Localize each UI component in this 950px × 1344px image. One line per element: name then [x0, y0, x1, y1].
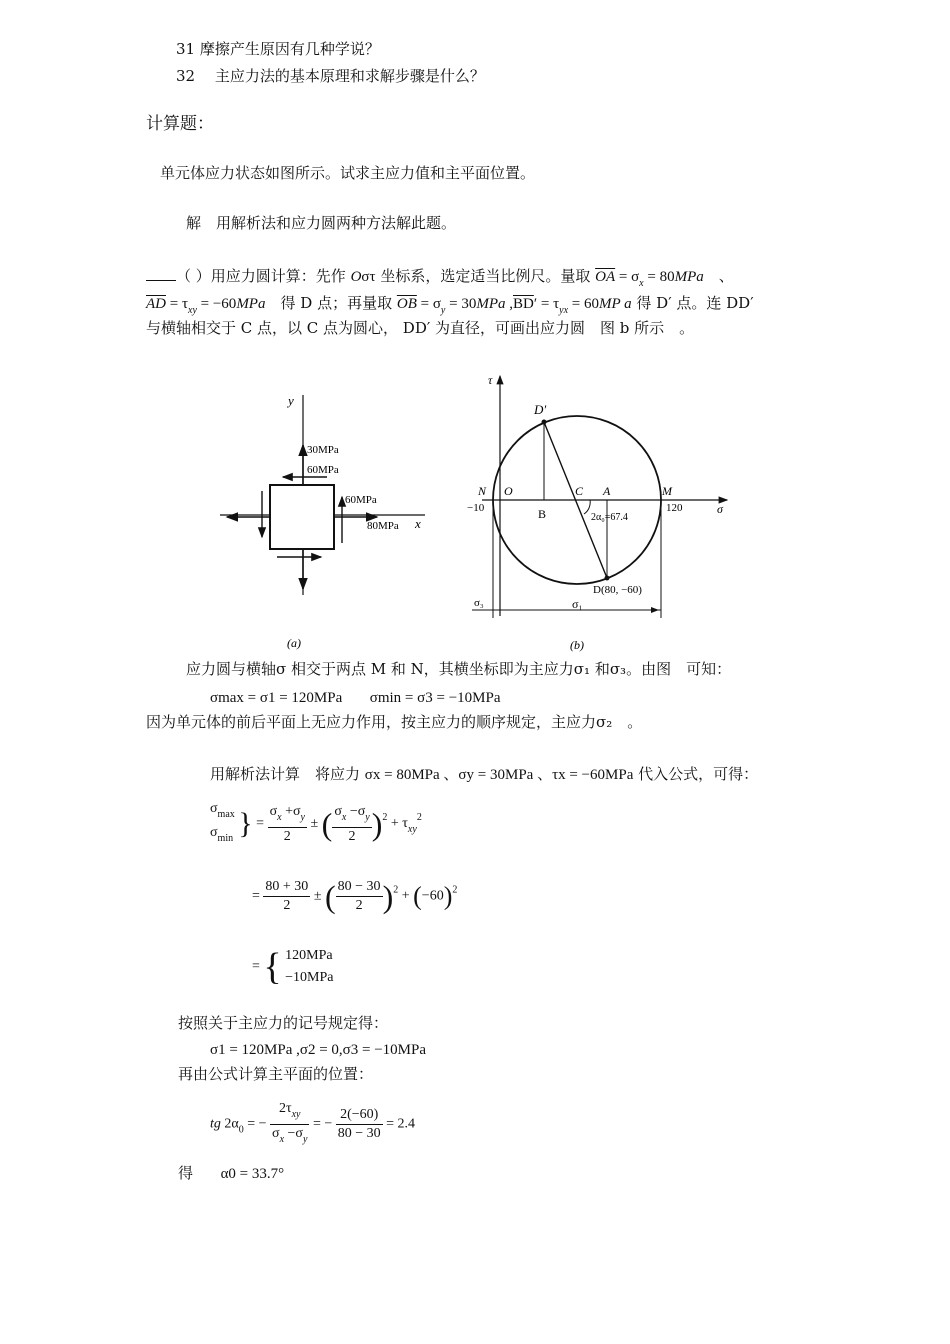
circle-method-line2: $\overline{AD} = \tau_{xy} = -60MPa$ 得 D 点；再量取 $\overline{OB} = \sigma_y = 30MPa$ $,\overline{BD}' = \tau_{yx} = 60MP$ a 得 D′ 点。连 DD′ — [146, 294, 754, 316]
formula-substituted: = $\frac{80 + 30}{2}$ ± ( $\frac{80 - 30}{2}$ )$^2 + (-60)^2$ — [252, 878, 458, 915]
formula-tangent: tg $2\alpha_0$ = − $\frac{2\tau_{xy}}{\sigma_x -\sigma_y}$ = − $\frac{2(-60)}{80 - 30}$ = 2.4 — [210, 1101, 416, 1145]
label-d-prime: D′ — [534, 402, 547, 417]
label-angle: 2α₀=67.4 — [591, 512, 628, 523]
text-run: 用解析法计算 将应力 — [210, 765, 361, 783]
label-n: N — [478, 484, 487, 498]
label-o: O — [504, 484, 513, 498]
figure-b-caption: (b) — [570, 638, 584, 652]
figure-a-stress-element — [215, 385, 440, 650]
question-31 — [176, 39, 380, 59]
circle-method-line1: （ ）用应力圆计算：先作 Oστ 坐标系，选定适当比例尺。量取 $\overline{OA} = \sigma_x = 80MPa$ 、 — [146, 266, 734, 294]
question-text: 摩擦产生原因有几种学说？ — [199, 40, 380, 58]
x-label: x — [415, 516, 421, 531]
label-m: M — [662, 484, 672, 498]
text-run: 代入公式，可得： — [638, 765, 759, 783]
alpha0-value: α0 = 33.7° — [220, 1166, 285, 1182]
element-square — [270, 485, 334, 549]
plane-line: 再由公式计算主平面的位置： — [178, 1065, 374, 1083]
label-d: D(80, −60) — [593, 584, 642, 596]
principal-stresses: σ1 = 120MPa ,σ2 = 0,σ3 = −10MPa — [210, 1042, 427, 1058]
label-60mpa-right: 60MPa — [345, 494, 377, 506]
sigma-max: σmax = σ1 = 120MPa — [210, 690, 343, 706]
label-80mpa: 80MPa — [367, 520, 399, 532]
figure-b-mohr-circle — [462, 368, 742, 653]
sigma-min: σmin = σ3 = −10MPa — [369, 690, 501, 706]
question-text: 主应力法的基本原理和求解步骤是什么？ — [214, 67, 485, 85]
result-min: −10MPa — [285, 970, 334, 985]
label-30mpa: 30MPa — [307, 444, 339, 456]
sigma-max-min — [210, 688, 501, 708]
circle-result-line3: 因为单元体的前后平面上无应力作用，按主应力的顺序规定，主应力σ₂ 。 — [146, 713, 643, 731]
tau-label: τ — [488, 373, 493, 387]
stress-values: σx = 80MPa 、σy = 30MPa 、τx = −60MPa — [364, 767, 634, 783]
text-run: 坐标系，选定适当比例尺。量取 — [380, 267, 591, 285]
label-a: A — [603, 484, 611, 498]
text-run: （ ）用应力圆计算：先作 — [176, 267, 346, 285]
label-sigma3: σ₃ — [474, 597, 484, 609]
formula-result: = { 120MPa −10MPa — [252, 946, 334, 988]
text-run: 得 — [178, 1164, 194, 1182]
question-number: 31 — [176, 40, 196, 58]
label-c: C — [575, 484, 584, 498]
figure-a-caption: (a) — [287, 636, 301, 650]
problem-statement: 单元体应力状态如图所示。试求主应力值和主平面位置。 — [160, 164, 536, 182]
text-run: 得 D′ 点。连 DD′ — [636, 294, 754, 312]
label-minus-10: −10 — [467, 502, 485, 514]
result-max: 120MPa — [285, 948, 333, 963]
formula-general: $\sigma_{max}$ $\sigma_{min}$ } = $\frac{\sigma_x +\sigma_y}{2}$ ± ( $\frac{\sigma_x -\sigma_y}{2}$ )$^2 + \tau_{xy}^2$ — [210, 801, 422, 844]
text-run: 得 D 点；再量取 — [280, 294, 393, 312]
solution-intro: 解 用解析法和应力圆两种方法解此题。 — [186, 214, 457, 232]
label-120: 120 — [666, 502, 683, 514]
section-title: 计算题： — [146, 114, 214, 134]
circle-method-line3: 与横轴相交于 C 点，以 C 点为圆心， DD′ 为直径，可画出应力圆 图 b 所示 。 — [146, 319, 695, 337]
rule-line: 按照关于主应力的记号规定得： — [178, 1014, 389, 1032]
sigma-label: σ — [717, 502, 723, 516]
circle-result-line1: 应力圆与横轴σ 相交于两点 M 和 N，其横坐标即为主应力σ₁ 和σ₃。由图 可知： — [186, 660, 732, 678]
question-number: 32 — [176, 67, 196, 85]
final-answer — [178, 1163, 284, 1184]
label-sigma1: σ₁ — [572, 597, 583, 611]
label-60mpa-top: 60MPa — [307, 464, 339, 476]
y-label: y — [288, 393, 294, 408]
tangent-result: = 2.4 — [386, 1116, 416, 1132]
analytic-intro — [210, 764, 758, 785]
label-b: B — [538, 507, 547, 521]
question-32 — [176, 66, 485, 86]
